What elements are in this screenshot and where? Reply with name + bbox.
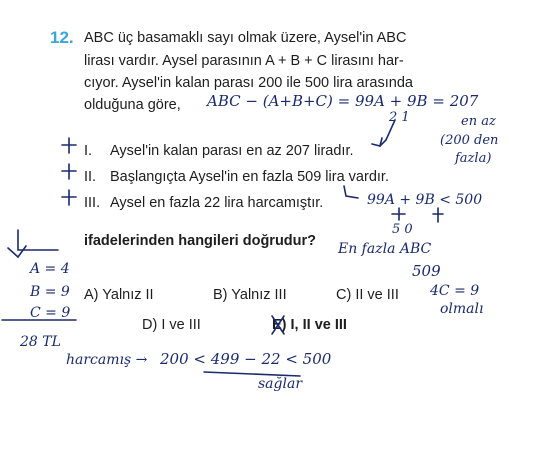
- hw-eq1-digits: 2 1: [389, 110, 410, 125]
- hw-eq1: ABC − (A+B+C) = 99A + 9B = 207: [207, 92, 479, 110]
- hw-harcamis: harcamış →: [66, 352, 148, 368]
- stem-line-3: cıyor. Aysel'in kalan parası 200 ile 500 lira arasında: [84, 75, 413, 91]
- option-d-text: I ve III: [161, 317, 201, 333]
- hw-final-ineq: 200 < 499 − 22 < 500: [160, 350, 332, 368]
- hw-olmali: olmalı: [440, 301, 484, 317]
- hw-a-val: A = 4: [30, 261, 70, 277]
- hw-c9: 4C = 9: [430, 283, 480, 299]
- option-e-letter: E): [272, 317, 287, 333]
- stem-line-4: olduğuna göre,: [84, 97, 181, 113]
- hw-abc-value: 509: [412, 262, 441, 280]
- statement-1-roman: I.: [84, 143, 93, 159]
- option-d-letter: D): [142, 317, 158, 333]
- hw-en-az: en az: [461, 114, 496, 129]
- statement-2-roman: II.: [84, 169, 97, 185]
- option-a-letter: A): [84, 287, 99, 303]
- hw-b-val: B = 9: [30, 284, 70, 300]
- statement-3-text: Aysel en fazla 22 lira harcamıştır.: [110, 195, 324, 211]
- hw-en-fazla: En fazla ABC: [338, 241, 432, 257]
- stem-line-2: lirası vardır. Aysel parasının A + B + C lirasını har-: [84, 53, 404, 69]
- prompt: ifadelerinden hangileri doğrudur?: [84, 233, 317, 249]
- option-e-text: I, II ve III: [290, 317, 347, 333]
- stem-line-1: ABC üç basamaklı sayı olmak üzere, Aysel'in ABC: [84, 30, 407, 46]
- hw-saglar: sağlar: [258, 376, 303, 392]
- hw-en-az-note: (200 den: [440, 133, 499, 148]
- option-a-text: Yalnız II: [102, 287, 154, 303]
- option-b-letter: B): [213, 287, 228, 303]
- statement-1-text: Aysel'in kalan parası en az 207 liradır.: [110, 143, 354, 159]
- hw-fazla: fazla): [455, 151, 492, 166]
- option-b-text: Yalnız III: [231, 287, 287, 303]
- hw-c-val: C = 9: [30, 305, 71, 321]
- hw-sum: 28 TL: [20, 334, 61, 350]
- statement-3-roman: III.: [84, 195, 101, 211]
- option-c-letter: C): [336, 287, 352, 303]
- statement-2-text: Başlangıçta Aysel'in en fazla 509 lira vardır.: [110, 169, 389, 185]
- question-number: 12.: [50, 28, 74, 47]
- option-c-text: II ve III: [355, 287, 399, 303]
- hw-digits-below: 5 0: [392, 222, 413, 237]
- hw-ineq: 99A + 9B < 500: [367, 192, 483, 208]
